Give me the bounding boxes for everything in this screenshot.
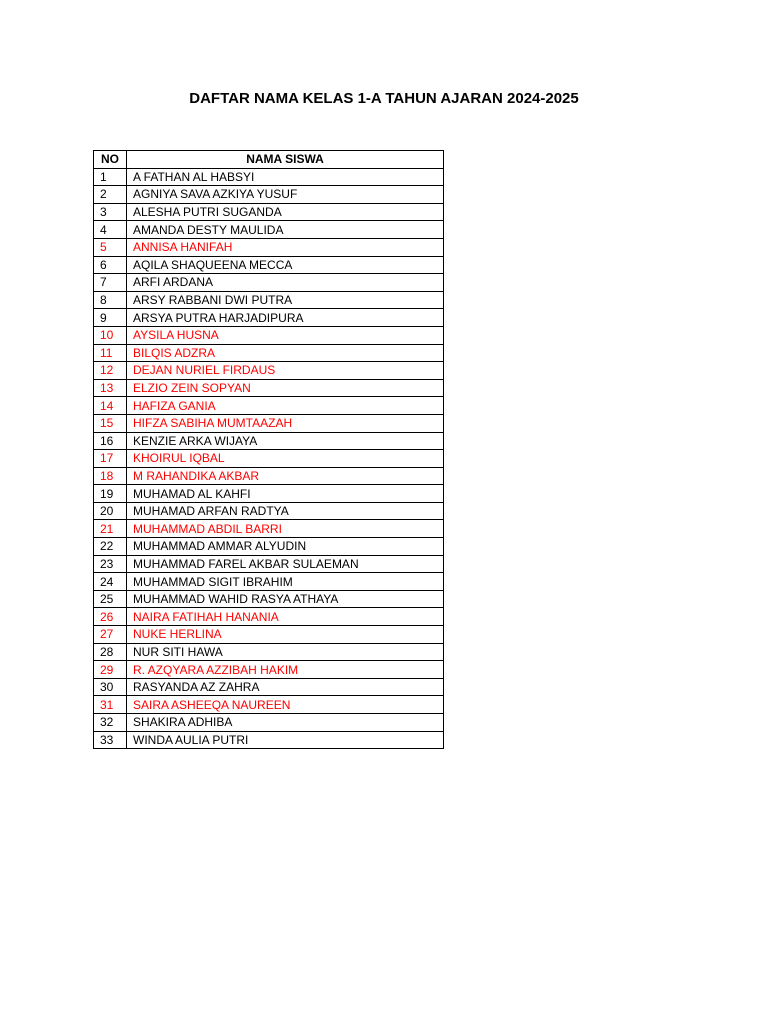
table-row <box>94 256 444 274</box>
table-row <box>94 696 444 714</box>
table-row <box>94 573 444 591</box>
row-number: 32 <box>94 714 127 732</box>
student-name: AYSILA HUSNA <box>127 326 444 344</box>
row-number: 2 <box>94 186 127 204</box>
table-row <box>94 467 444 485</box>
row-number: 26 <box>94 608 127 626</box>
student-name: ALESHA PUTRI SUGANDA <box>127 203 444 221</box>
page-title: DAFTAR NAMA KELAS 1-A TAHUN AJARAN 2024-2025 <box>189 90 579 107</box>
row-number: 29 <box>94 661 127 679</box>
row-number: 24 <box>94 573 127 591</box>
student-name: ARFI ARDANA <box>127 274 444 292</box>
table-row <box>94 538 444 556</box>
row-number: 31 <box>94 696 127 714</box>
row-number: 17 <box>94 450 127 468</box>
table-row <box>94 221 444 239</box>
row-number: 5 <box>94 238 127 256</box>
table-row <box>94 608 444 626</box>
table-body <box>94 168 444 749</box>
student-name: MUHAMMAD WAHID RASYA ATHAYA <box>127 590 444 608</box>
row-number: 13 <box>94 379 127 397</box>
table-row <box>94 450 444 468</box>
header-no: NO <box>94 151 127 169</box>
row-number: 10 <box>94 326 127 344</box>
student-name: HIFZA SABIHA MUMTAAZAH <box>127 414 444 432</box>
student-name: MUHAMMAD AMMAR ALYUDIN <box>127 538 444 556</box>
table-row <box>94 661 444 679</box>
table-row <box>94 731 444 749</box>
student-name: MUHAMAD AL KAHFI <box>127 485 444 503</box>
table-row <box>94 502 444 520</box>
student-name: KENZIE ARKA WIJAYA <box>127 432 444 450</box>
student-name: MUHAMMAD ABDIL BARRI <box>127 520 444 538</box>
row-number: 30 <box>94 678 127 696</box>
row-number: 27 <box>94 626 127 644</box>
student-name: SHAKIRA ADHIBA <box>127 714 444 732</box>
table-row <box>94 590 444 608</box>
student-name: M RAHANDIKA AKBAR <box>127 467 444 485</box>
table-row <box>94 714 444 732</box>
student-name: SAIRA ASHEEQA NAUREEN <box>127 696 444 714</box>
row-number: 15 <box>94 414 127 432</box>
student-name: RASYANDA AZ ZAHRA <box>127 678 444 696</box>
row-number: 3 <box>94 203 127 221</box>
table-row <box>94 274 444 292</box>
student-name: NUR SITI HAWA <box>127 643 444 661</box>
row-number: 21 <box>94 520 127 538</box>
table-row <box>94 344 444 362</box>
row-number: 7 <box>94 274 127 292</box>
table-row <box>94 326 444 344</box>
student-name: ANNISA HANIFAH <box>127 238 444 256</box>
table-row <box>94 520 444 538</box>
table-row <box>94 379 444 397</box>
row-number: 11 <box>94 344 127 362</box>
row-number: 18 <box>94 467 127 485</box>
student-name: ARSYA PUTRA HARJADIPURA <box>127 309 444 327</box>
student-name: BILQIS ADZRA <box>127 344 444 362</box>
row-number: 9 <box>94 309 127 327</box>
student-name: ARSY RABBANI DWI PUTRA <box>127 291 444 309</box>
table-row <box>94 432 444 450</box>
table-row <box>94 414 444 432</box>
student-name: A FATHAN AL HABSYI <box>127 168 444 186</box>
table-row <box>94 238 444 256</box>
student-name: R. AZQYARA AZZIBAH HAKIM <box>127 661 444 679</box>
table-row <box>94 485 444 503</box>
table-row <box>94 555 444 573</box>
student-name: NAIRA FATIHAH HANANIA <box>127 608 444 626</box>
student-name: MUHAMMAD SIGIT IBRAHIM <box>127 573 444 591</box>
table-row <box>94 291 444 309</box>
table-row <box>94 168 444 186</box>
table-header-row <box>94 151 444 169</box>
row-number: 4 <box>94 221 127 239</box>
student-name: WINDA AULIA PUTRI <box>127 731 444 749</box>
row-number: 8 <box>94 291 127 309</box>
header-name: NAMA SISWA <box>127 151 444 169</box>
student-name: NUKE HERLINA <box>127 626 444 644</box>
student-name: AGNIYA SAVA AZKIYA YUSUF <box>127 186 444 204</box>
row-number: 22 <box>94 538 127 556</box>
row-number: 28 <box>94 643 127 661</box>
row-number: 20 <box>94 502 127 520</box>
student-name: HAFIZA GANIA <box>127 397 444 415</box>
row-number: 1 <box>94 168 127 186</box>
row-number: 16 <box>94 432 127 450</box>
student-name: MUHAMAD ARFAN RADTYA <box>127 502 444 520</box>
row-number: 12 <box>94 362 127 380</box>
student-name: ELZIO ZEIN SOPYAN <box>127 379 444 397</box>
table-row <box>94 309 444 327</box>
student-name: AQILA SHAQUEENA MECCA <box>127 256 444 274</box>
table-row <box>94 362 444 380</box>
student-name: MUHAMMAD FAREL AKBAR SULAEMAN <box>127 555 444 573</box>
row-number: 19 <box>94 485 127 503</box>
row-number: 25 <box>94 590 127 608</box>
table-row <box>94 186 444 204</box>
table-row <box>94 626 444 644</box>
table-row <box>94 203 444 221</box>
row-number: 14 <box>94 397 127 415</box>
student-name: AMANDA DESTY MAULIDA <box>127 221 444 239</box>
student-name: KHOIRUL IQBAL <box>127 450 444 468</box>
row-number: 6 <box>94 256 127 274</box>
row-number: 23 <box>94 555 127 573</box>
table-row <box>94 643 444 661</box>
student-table <box>93 150 444 749</box>
row-number: 33 <box>94 731 127 749</box>
table-row <box>94 397 444 415</box>
table-row <box>94 678 444 696</box>
student-name: DEJAN NURIEL FIRDAUS <box>127 362 444 380</box>
